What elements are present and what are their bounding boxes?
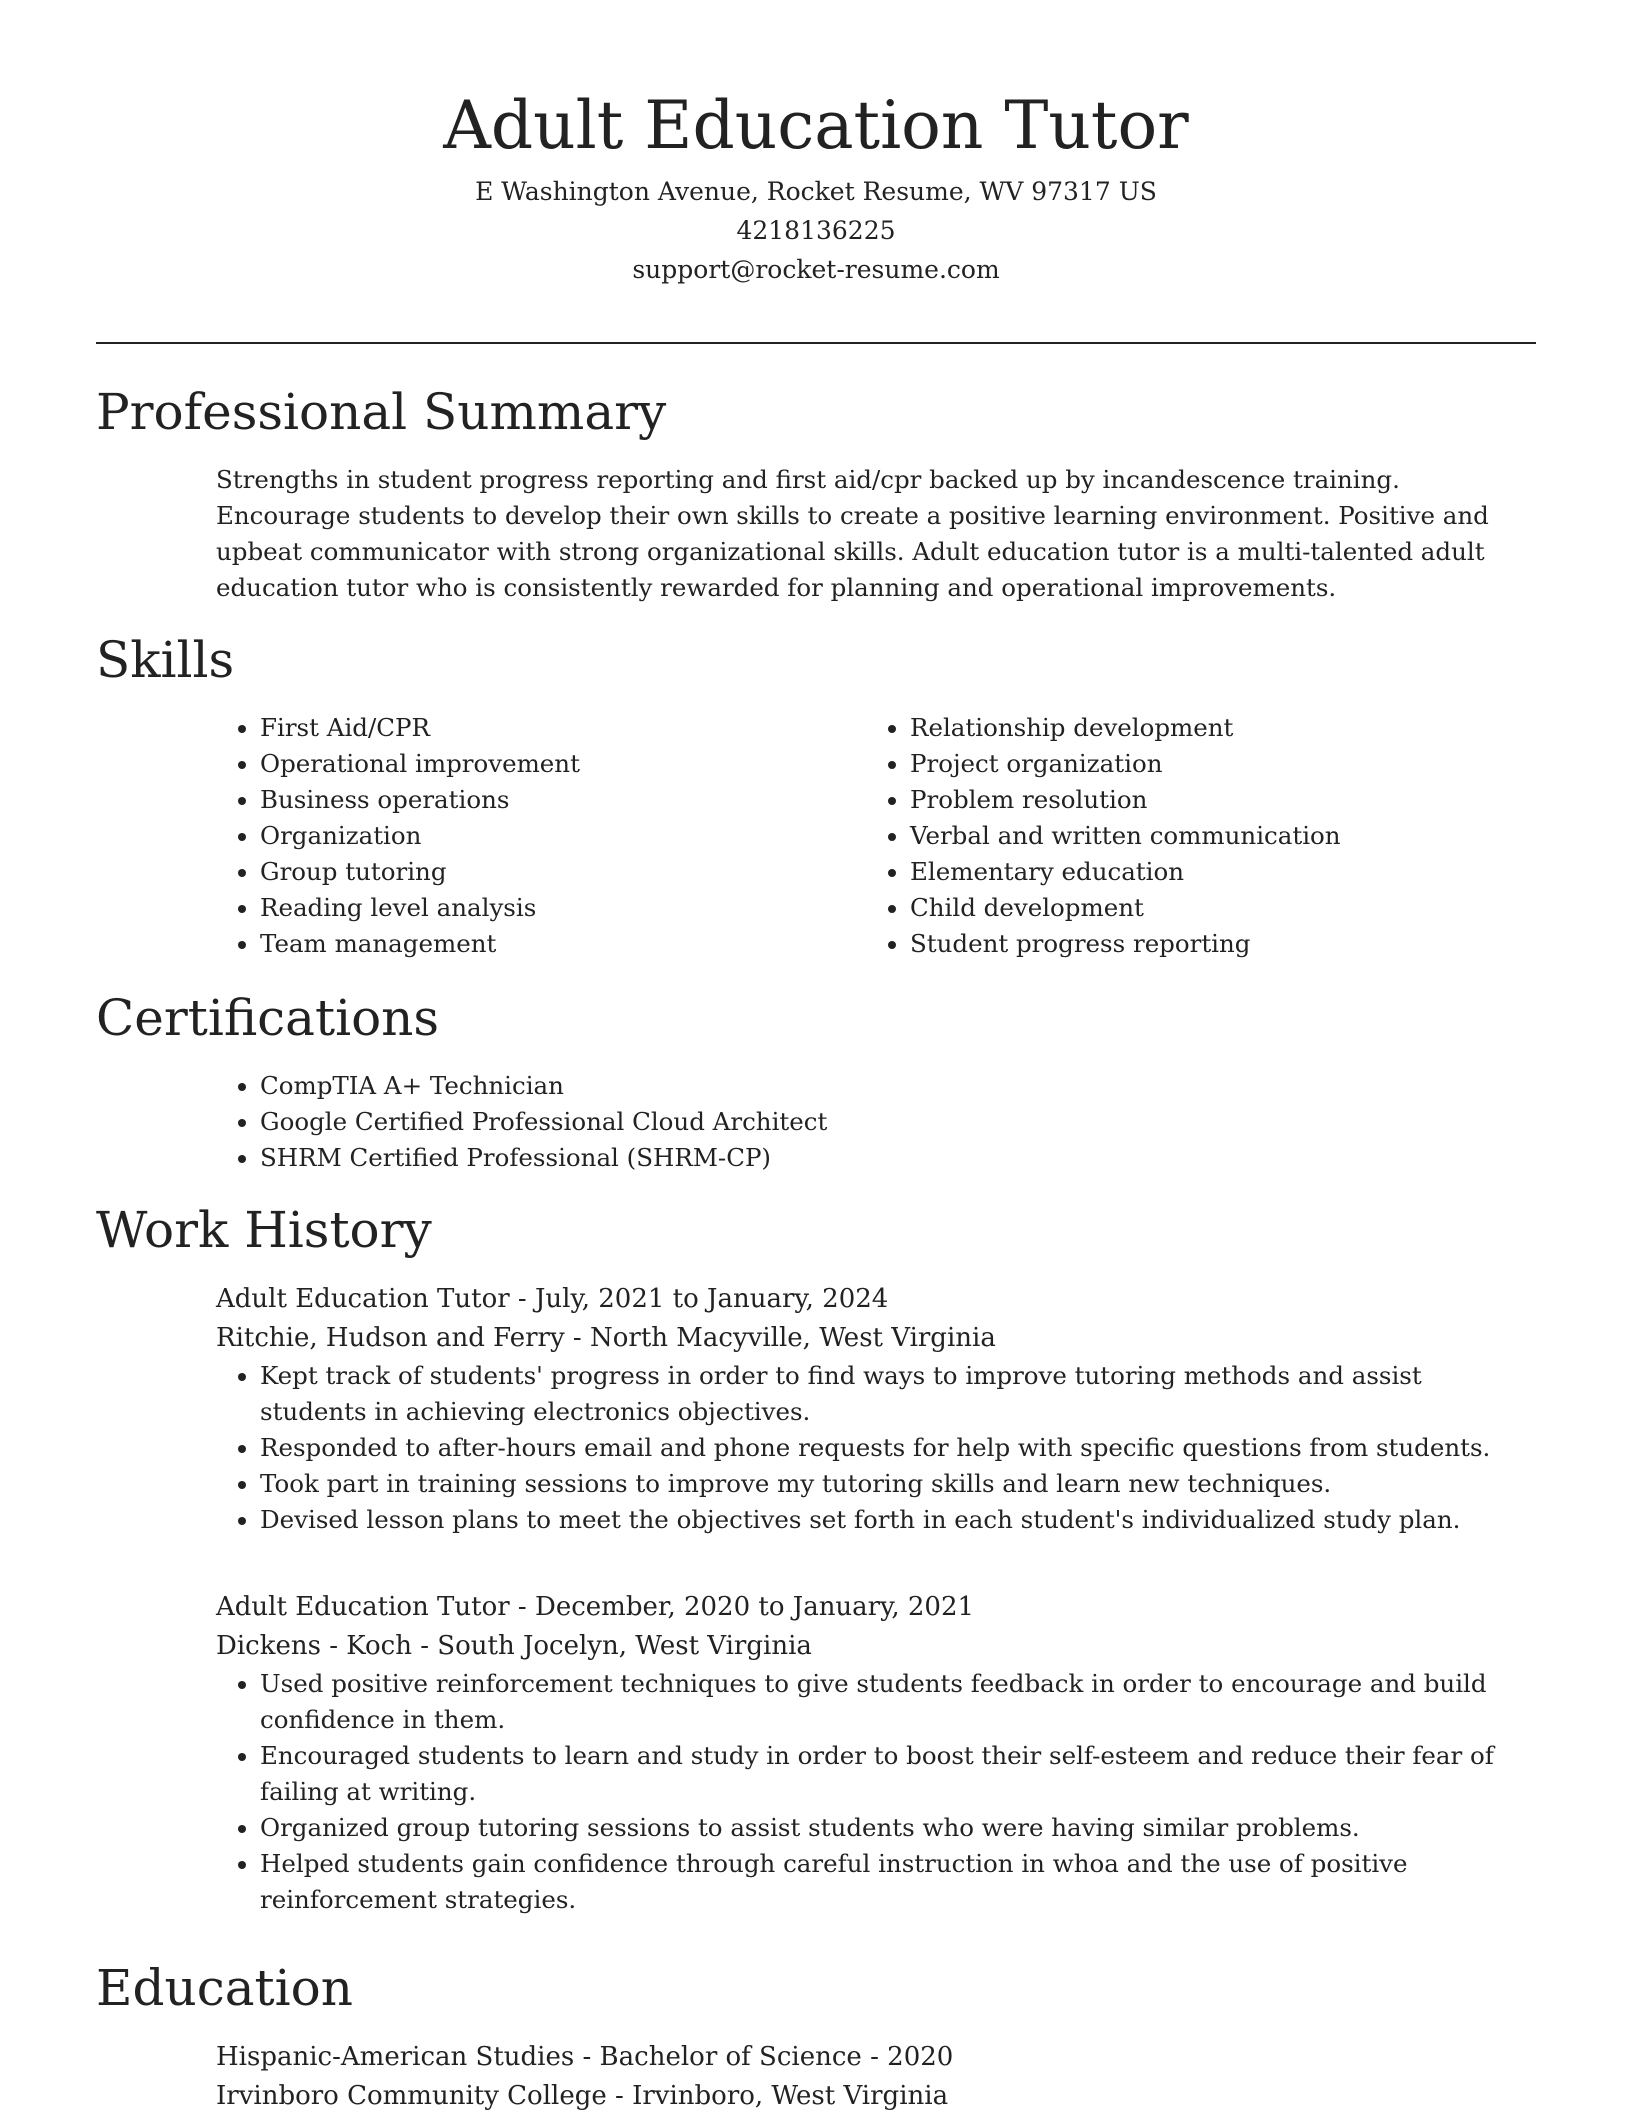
job-title: Adult Education Tutor	[216, 1284, 510, 1314]
section-title-certifications: Certifications	[96, 989, 440, 1047]
education-location: Irvinboro, West Virginia	[632, 2081, 949, 2111]
education-school-line	[216, 2077, 1536, 2116]
resume-header	[96, 80, 1536, 289]
job-dates: July, 2021 to January, 2024	[535, 1284, 889, 1314]
section-title-education: Education	[96, 1959, 353, 2017]
education-year: 2020	[887, 2042, 954, 2072]
certification-item: • SHRM Certified Professional (SHRM-CP)	[260, 1140, 827, 1176]
skill-item: • Operational improvement	[260, 746, 816, 782]
separator: -	[606, 2081, 633, 2111]
job-duty-item: • Devised lesson plans to meet the objectives set forth in each student's individualized study plan.	[260, 1502, 1536, 1538]
job-duty-item: • Used positive reinforcement techniques to give students feedback in order to encourage and build confidence in them.	[260, 1666, 1536, 1738]
skills-list-right	[866, 710, 1536, 962]
job-company: Dickens - Koch	[216, 1631, 412, 1661]
skill-item: • Problem resolution	[910, 782, 1536, 818]
contact-phone: 4218136225	[736, 216, 896, 245]
candidate-name: Adult Education Tutor	[443, 87, 1189, 164]
skill-item: • Student progress reporting	[910, 926, 1536, 962]
job-duties-list	[216, 1666, 1536, 1918]
job-duties-list	[216, 1358, 1536, 1538]
separator: -	[564, 1323, 590, 1353]
contact-email: support@rocket-resume.com	[632, 255, 1000, 284]
education-entry	[216, 2038, 1536, 2116]
job-duty-item: • Responded to after-hours email and phone requests for help with specific questions from students.	[260, 1430, 1536, 1466]
job-title-line	[216, 1588, 1536, 1627]
separator: -	[411, 1631, 438, 1661]
job-dates: December, 2020 to January, 2021	[535, 1592, 975, 1622]
work-entry	[216, 1588, 1536, 1918]
skill-item: • Reading level analysis	[260, 890, 816, 926]
skill-item: • Group tutoring	[260, 854, 816, 890]
skill-item: • Child development	[910, 890, 1536, 926]
skill-item: • Organization	[260, 818, 816, 854]
job-company: Ritchie, Hudson and Ferry	[216, 1323, 565, 1353]
work-entry	[216, 1280, 1536, 1538]
section-title-skills: Skills	[96, 631, 235, 689]
job-title-line	[216, 1280, 1536, 1319]
job-duty-item: • Kept track of students' progress in order to find ways to improve tutoring methods and assist students in achieving electronics objectives.	[260, 1358, 1536, 1430]
education-degree: Bachelor of Science	[599, 2042, 862, 2072]
skill-item: • Project organization	[910, 746, 1536, 782]
job-location: North Macyville, West Virginia	[589, 1323, 996, 1353]
separator: -	[574, 2042, 600, 2072]
skill-item: • Business operations	[260, 782, 816, 818]
skills-column-left	[216, 710, 816, 962]
education-field: Hispanic-American Studies	[216, 2042, 575, 2072]
skills-list-left	[216, 710, 816, 962]
certifications-list	[216, 1068, 827, 1176]
job-location: South Jocelyn, West Virginia	[437, 1631, 812, 1661]
header-divider	[96, 342, 1536, 344]
job-title: Adult Education Tutor	[216, 1592, 510, 1622]
education-school: Irvinboro Community College	[216, 2081, 607, 2111]
job-duty-item: • Took part in training sessions to improve my tutoring skills and learn new techniques.	[260, 1466, 1536, 1502]
skill-item: • Elementary education	[910, 854, 1536, 890]
skill-item: • First Aid/CPR	[260, 710, 816, 746]
job-company-line	[216, 1627, 1536, 1666]
certifications	[216, 1068, 827, 1176]
skill-item: • Relationship development	[910, 710, 1536, 746]
education-degree-line	[216, 2038, 1536, 2077]
job-company-line	[216, 1319, 1536, 1358]
section-title-work: Work History	[96, 1201, 432, 1259]
certification-item: • CompTIA A+ Technician	[260, 1068, 827, 1104]
job-duty-item: • Organized group tutoring sessions to assist students who were having similar problems.	[260, 1810, 1536, 1846]
job-duty-item: • Encouraged students to learn and study in order to boost their self-esteem and reduce their fear of failing at writing.	[260, 1738, 1536, 1810]
certification-item: • Google Certified Professional Cloud Architect	[260, 1104, 827, 1140]
contact-address: E Washington Avenue, Rocket Resume, WV 97317 US	[475, 177, 1157, 206]
summary-text: Strengths in student progress reporting and first aid/cpr backed up by incandescence training. Encourage students to develop their own skills to create a positive learning environment. Positive and upbeat communicator with strong organizational skills. Adult education tutor is a multi-talented adult education tutor who is consistently rewarded for planning and operational improvements.	[216, 465, 1489, 602]
separator: -	[861, 2042, 888, 2072]
skill-item: • Verbal and written communication	[910, 818, 1536, 854]
job-duty-item: • Helped students gain confidence through careful instruction in whoa and the use of positive reinforcement strategies.	[260, 1846, 1536, 1918]
separator: -	[509, 1284, 535, 1314]
skills-column-right	[866, 710, 1536, 962]
section-title-summary: Professional Summary	[96, 383, 667, 441]
separator: -	[509, 1592, 535, 1622]
skill-item: • Team management	[260, 926, 816, 962]
